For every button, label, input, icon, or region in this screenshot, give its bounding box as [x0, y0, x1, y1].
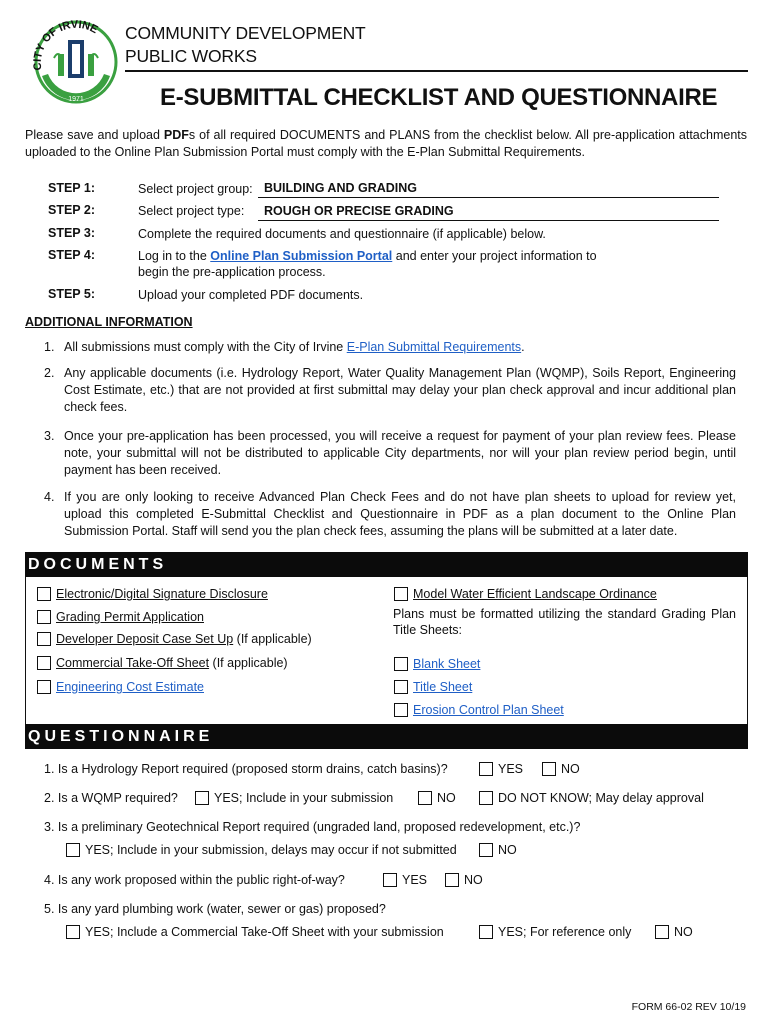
title-sheet-note: Plans must be formatted utilizing the standard Grading Plan Title Sheets: — [393, 607, 736, 637]
q3-no-label: NO — [498, 843, 517, 857]
step-4-post: and enter your project information to — [392, 249, 597, 263]
project-type-value[interactable]: ROUGH OR PRECISE GRADING — [264, 204, 454, 218]
checkbox-grading-permit[interactable] — [37, 610, 51, 624]
form-number: FORM 66-02 REV 10/19 — [631, 1001, 746, 1013]
q2-yes-checkbox[interactable] — [195, 791, 209, 805]
step-5-label: STEP 5: — [48, 287, 96, 301]
q5-reference-label: YES; For reference only — [498, 925, 632, 939]
online-portal-link[interactable]: Online Plan Submission Portal — [210, 249, 393, 263]
q5-no-label: NO — [674, 925, 693, 939]
checkbox-commercial-takeoff[interactable] — [37, 656, 51, 670]
additional-item-1 — [44, 339, 736, 356]
item-3-text: Once your pre-application has been processed, you will receive a request for payment of your plan review fees. Please note, your submittal will not be distributed to applicable City departments, nor will your plan review period begin, until payment has been received. — [64, 429, 736, 477]
checkbox-e-signature[interactable] — [37, 587, 51, 601]
project-type-line — [258, 220, 719, 221]
step-1-label: STEP 1: — [48, 181, 96, 195]
q2-dont-know-label: DO NOT KNOW; May delay approval — [498, 791, 704, 805]
checkbox-developer-deposit[interactable] — [37, 632, 51, 646]
question-2: 2. Is a WQMP required? — [44, 791, 178, 805]
step-1-text: Select project group: — [138, 182, 253, 196]
item-4-text: If you are only looking to receive Advanced Plan Check Fees and do not have plan sheets to upload for review yet, upload this completed E-Submittal Checklist and Questionnaire in PDF as a plan document to the Online Plan Submission Portal. Staff will send you the plan check fees, assuming the plans will be submitted at a later date. — [64, 490, 736, 538]
doc-e-signature: Electronic/Digital Signature Disclosure — [56, 587, 268, 601]
q2-yes-label: YES; Include in your submission — [214, 791, 394, 805]
q3-no-checkbox[interactable] — [479, 843, 493, 857]
dept-line-1: COMMUNITY DEVELOPMENT — [125, 23, 366, 43]
q4-yes-checkbox[interactable] — [383, 873, 397, 887]
q1-no-checkbox[interactable] — [542, 762, 556, 776]
engineering-cost-link[interactable]: Engineering Cost Estimate — [56, 680, 204, 694]
item-1-post: . — [521, 340, 525, 354]
seal-text: CITY OF IRVINE — [31, 18, 100, 71]
q5-no-checkbox[interactable] — [655, 925, 669, 939]
q3-yes-label: YES; Include in your submission, delays may occur if not submitted — [85, 843, 457, 857]
additional-item-3 — [44, 428, 736, 479]
q5-yes-checkbox[interactable] — [66, 925, 80, 939]
item-number: 2. — [44, 366, 55, 380]
step-3-text: Complete the required documents and questionnaire (if applicable) below. — [138, 227, 546, 241]
step-4-pre: Log in to the — [138, 249, 211, 263]
questionnaire-header-bar: QUESTIONNAIRE — [25, 724, 748, 749]
item-number: 3. — [44, 429, 55, 443]
doc-engineering-cost — [56, 679, 204, 695]
step-3-label: STEP 3: — [48, 226, 96, 240]
q1-yes-checkbox[interactable] — [479, 762, 493, 776]
question-5: 5. Is any yard plumbing work (water, sewer or gas) proposed? — [44, 902, 386, 916]
q5-reference-checkbox[interactable] — [479, 925, 493, 939]
additional-item-4 — [44, 489, 736, 540]
title-sheet-link[interactable]: Title Sheet — [413, 680, 473, 694]
item-1-pre: All submissions must comply with the City of Irvine — [64, 340, 347, 354]
documents-header-bar: DOCUMENTS — [25, 552, 748, 577]
checkbox-mwelo[interactable] — [394, 587, 408, 601]
intro-pdf: PDF — [163, 128, 189, 142]
checkbox-title-sheet[interactable] — [394, 680, 408, 694]
blank-sheet-link[interactable]: Blank Sheet — [413, 657, 481, 671]
step-5-text: Upload your completed PDF documents. — [138, 288, 364, 302]
q2-no-label: NO — [437, 791, 456, 805]
question-1: 1. Is a Hydrology Report required (proposed storm drains, catch basins)? — [44, 762, 448, 776]
additional-info-heading: ADDITIONAL INFORMATION — [25, 315, 193, 329]
q4-no-label: NO — [464, 873, 483, 887]
doc-developer-deposit: Developer Deposit Case Set Up (If applicable) — [56, 632, 312, 646]
item-number: 1. — [44, 340, 55, 354]
dept-line-2: PUBLIC WORKS — [125, 46, 257, 66]
doc-commercial-takeoff: Commercial Take-Off Sheet (If applicable) — [56, 656, 288, 670]
q2-dont-know-checkbox[interactable] — [479, 791, 493, 805]
q1-yes-label: YES — [498, 762, 524, 776]
item-2-text: Any applicable documents (i.e. Hydrology Report, Water Quality Management Plan (WQMP), Soils Report, Engineering Cost Estimate, etc.) that are not provided at first submittal may delay your plan check approval and incur additional plan check fees. — [64, 366, 736, 414]
q1-no-label: NO — [561, 762, 580, 776]
checkbox-erosion-control[interactable] — [394, 703, 408, 717]
q5-yes-label: YES; Include a Commercial Take-Off Sheet with your submission — [85, 925, 444, 939]
intro-paragraph — [25, 127, 747, 161]
city-seal-logo — [28, 14, 124, 110]
step-4-label: STEP 4: — [48, 248, 96, 262]
item-number: 4. — [44, 490, 55, 504]
intro-part-2: s of all required DOCUMENTS and PLANS from the checklist below. All pre-application attachments uploaded to the Online Plan Submission Portal must comply with the E-Plan Submittal Requirements. — [25, 128, 747, 159]
checkbox-blank-sheet[interactable] — [394, 657, 408, 671]
step-4-line-2: begin the pre-application process. — [138, 265, 326, 279]
question-3: 3. Is a preliminary Geotechnical Report required (ungraded land, proposed redevelopment, etc.)? — [44, 820, 581, 834]
step-2-text: Select project type: — [138, 204, 245, 218]
question-4: 4. Is any work proposed within the public right-of-way? — [44, 873, 345, 887]
step-4-text — [138, 248, 658, 280]
doc-mwelo: Model Water Efficient Landscape Ordinance — [413, 587, 657, 601]
q3-yes-checkbox[interactable] — [66, 843, 80, 857]
step-2-label: STEP 2: — [48, 203, 96, 217]
project-group-value[interactable]: BUILDING AND GRADING — [264, 181, 418, 195]
q4-yes-label: YES — [402, 873, 428, 887]
erosion-control-link[interactable]: Erosion Control Plan Sheet — [413, 703, 564, 717]
department-name — [125, 22, 366, 68]
project-group-line — [258, 197, 719, 198]
page-title: E-SUBMITTAL CHECKLIST AND QUESTIONNAIRE — [160, 84, 718, 111]
eplan-requirements-link[interactable]: E-Plan Submittal Requirements — [346, 340, 522, 354]
doc-grading-permit: Grading Permit Application — [56, 610, 204, 624]
additional-item-2 — [44, 365, 736, 416]
checkbox-engineering-cost[interactable] — [37, 680, 51, 694]
q4-no-checkbox[interactable] — [445, 873, 459, 887]
intro-part-1: Please save and upload — [25, 128, 164, 142]
header-rule — [125, 70, 748, 72]
seal-year: 1971 — [68, 96, 84, 103]
q2-no-checkbox[interactable] — [418, 791, 432, 805]
